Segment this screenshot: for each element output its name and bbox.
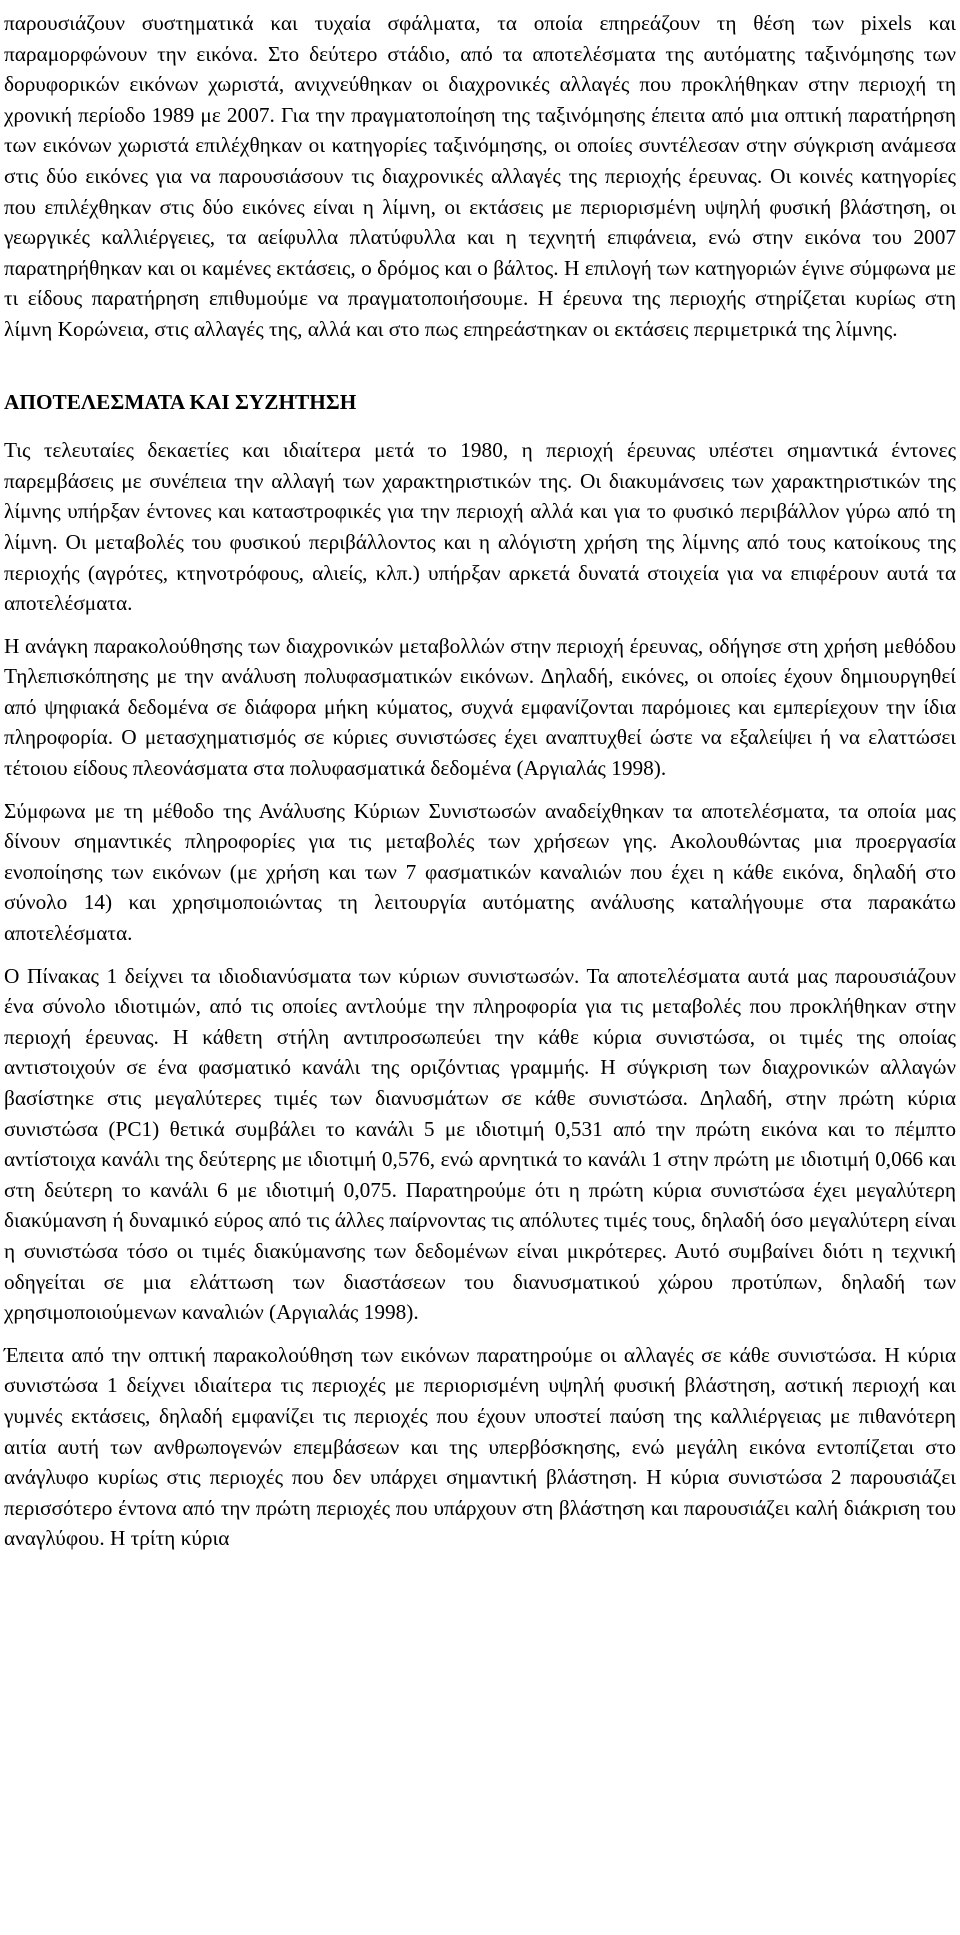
paragraph-results-4: Ο Πίνακας 1 δείχνει τα ιδιοδιανύσματα των κύριων συνιστωσών. Τα αποτελέσματα αυτά μας παρουσιάζουν ένα σύνολο ιδιοτιμών, από τις οποίες αντλούμε την πληροφορία για τις μεταβολές που προκλήθηκαν στην περιοχή έρευνας. Η κάθετη στήλη αντιπροσωπεύει την κάθε κύρια συνιστώσα, οι τιμές της οποίας αντιστοιχούν σε ένα φασματικό κανάλι της οριζόντιας γραμμής. Η σύγκριση των διαχρονικών αλλαγών βασίστηκε στις μεγαλύτερες τιμές των διανυσμάτων σε κάθε συνιστώσα. Δηλαδή, στην πρώτη κύρια συνιστώσα (PC1) θετικά συμβάλει το κανάλι 5 με ιδιοτιμή 0,531 από την πρώτη εικόνα και το πέμπτο αντίστοιχα κανάλι της δεύτερης με ιδιοτιμή 0,576, ενώ αρνητικά το κανάλι 1 στην πρώτη με ιδιοτιμή 0,066 και στη δεύτερη το κανάλι 6 με ιδιοτιμή 0,075. Παρατηρούμε ότι η πρώτη κύρια συνιστώσα έχει μεγαλύτερη διακύμανση ή δυναμικό εύρος από τις άλλες παίρνοντας τις απόλυτες τιμές τους, δηλαδή όσο μεγαλύτερη είναι η συνιστώσα τόσο οι τιμές διακύμανσης των δεδομένων είναι μικρότερες. Αυτό συμβαίνει διότι η τεχνική οδηγείται σε μια ελάττωση των διαστάσεων του διανυσματικού χώρου προτύπων, δηλαδή των χρησιμοποιούμενων καναλιών (Αργιαλάς 1998).: [4, 963, 956, 1325]
paragraph-results-3: Σύμφωνα με τη μέθοδο της Ανάλυσης Κύριων Συνιστωσών αναδείχθηκαν τα αποτελέσματα, τα οποία μας δίνουν σημαντικές πληροφορίες για τις μεταβολές των χρήσεων γης. Ακολουθώντας μια προεργασία ενοποίησης των εικόνων (με χρήση και των 7 φασματικών καναλιών που έχει η κάθε εικόνα, δηλαδή στο σύνολο 14) και χρησιμοποιώντας τη λειτουργία αυτόματης ανάλυσης καταλήγουμε στα παρακάτω αποτελέσματα.: [4, 798, 956, 946]
paragraph-results-5: Έπειτα από την οπτική παρακολούθηση των εικόνων παρατηρούμε οι αλλαγές σε κάθε συνιστώσα. Η κύρια συνιστώσα 1 δείχνει ιδιαίτερα τις περιοχές με περιορισμένη υψηλή φυσική βλάστηση, αστική περιοχή και γυμνές εκτάσεις, δηλαδή εμφανίζει τις περιοχές που έχουν υποστεί παύση της καλλιέργειας με πιθανότερη αιτία αυτή των ανθρωπογενών επεμβάσεων και της υπερβόσκησης, ενώ μεγάλη εικόνα εντοπίζεται στο ανάγλυφο κυρίως στις περιοχές που δεν υπάρχει σημαντική βλάστηση. Η κύρια συνιστώσα 2 παρουσιάζει περισσότερο έντονα από την πρώτη περιοχές που υπάρχουν στη βλάστηση και παρουσιάζει καλή διάκριση του αναγλύφου. Η τρίτη κύρια: [4, 1342, 956, 1551]
paragraph-results-1: Τις τελευταίες δεκαετίες και ιδιαίτερα μετά το 1980, η περιοχή έρευνας υπέστει σημαντικά έντονες παρεμβάσεις με συνέπεια την αλλαγή των χαρακτηριστικών της. Οι διακυμάνσεις των χαρακτηριστικών της λίμνης υπήρξαν έντονες και καταστροφικές για την περιοχή αλλά και για το φυσικό περιβάλλον γύρω από τη λίμνη. Οι μεταβολές του φυσικού περιβάλλοντος και η αλόγιστη χρήση της λίμνης από τους κατοίκους της περιοχής (αγρότες, κτηνοτρόφους, αλιείς, κλπ.) υπήρξαν αρκετά δυνατά στοιχεία για να επιφέρουν αυτά τα αποτελέσματα.: [4, 438, 956, 616]
section-heading-results: ΑΠΟΤΕΛΕΣΜΑΤΑ ΚΑΙ ΣΥΖΗΤΗΣΗ: [4, 389, 357, 414]
paragraph-results-2: Η ανάγκη παρακολούθησης των διαχρονικών μεταβολλών στην περιοχή έρευνας, οδήγησε στη χρήση μεθόδου Τηλεπισκόπησης με την ανάλυση πολυφασματικών εικόνων. Δηλαδή, εικόνες, οι οποίες έχουν δημιουργηθεί από ψηφιακά δεδομένα σε διάφορα μήκη κύματος, συχνά εμφανίζονται παρόμοιες και εμπερίεχουν την ίδια πληροφορία. Ο μετασχηματισμός σε κύριες συνιστώσες έχει αναπτυχθεί ώστε να εξαλείψει ή να ελαττώσει τέτοιου είδους πλεονάσματα στα πολυφασματικά δεδομένα (Αργιαλάς 1998).: [4, 633, 956, 781]
paragraph-methods-end: παρουσιάζουν συστηματικά και τυχαία σφάλματα, τα οποία επηρεάζουν τη θέση των pixels και παραμορφώνουν την εικόνα. Στο δεύτερο στάδιο, από τα αποτελέσματα της αυτόματης ταξινόμησης των δορυφορικών εικόνων χωριστά, ανιχνεύθηκαν οι διαχρονικές αλλαγές που προκλήθηκαν στην περιοχή τη χρονική περίοδο 1989 με 2007. Για την πραγματοποίηση της ταξινόμησης έπειτα από μια οπτική παρατήρηση των εικόνων χωριστά επιλέχθηκαν οι κατηγορίες ταξινόμησης, οι οποίες συντέλεσαν στην σύγκριση ανάμεσα στις δύο εικόνες για να παρουσιάσουν τις διαχρονικές αλλαγές της περιοχής έρευνας. Οι κοινές κατηγορίες που επιλέχθηκαν στις δύο εικόνες είναι η λίμνη, οι εκτάσεις με περιορισμένη υψηλή φυσική βλάστηση, οι γεωργικές καλλιέργειες, τα αείφυλλα πλατύφυλλα και η τεχνητή επιφάνεια, ενώ στην εικόνα του 2007 παρατηρήθηκαν και οι καμένες εκτάσεις, ο δρόμος και ο βάλτος. Η επιλογή των κατηγοριών έγινε σύμφωνα με τι είδους παρατήρηση επιθυμούμε να πραγματοποιήσουμε. Η έρευνα της περιοχής στηρίζεται κυρίως στη λίμνη Κορώνεια, στις αλλαγές της, αλλά και στο πως επηρεάστηκαν οι εκτάσεις περιμετρικά της λίμνης.: [4, 11, 956, 341]
